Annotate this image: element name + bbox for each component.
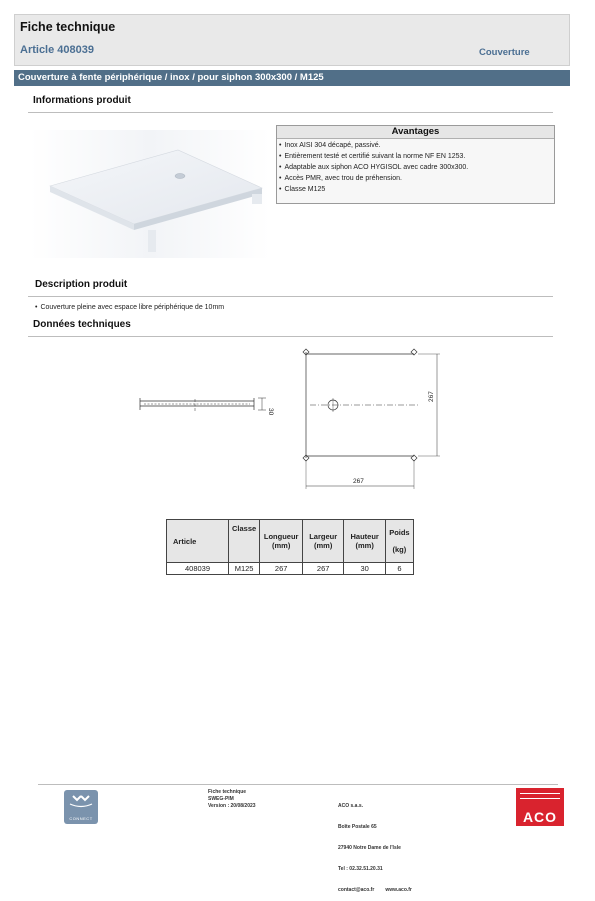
section-divider xyxy=(28,112,553,113)
col-header-longueur xyxy=(260,520,303,563)
footer-company-info xyxy=(338,789,412,901)
footer-line: contact@aco.fr www.aco.fr xyxy=(338,887,412,893)
footer-line: SWEG-PIM xyxy=(208,796,234,802)
list-item: • Entièrement testé et certifié suivant la norme NF EN 1253. xyxy=(279,151,468,162)
top-view xyxy=(303,349,440,489)
badge-text: CONNECT xyxy=(69,816,93,821)
list-item: • Adaptable aux siphon ACO HYGISOL avec cadre 300x300. xyxy=(279,162,468,173)
table-row xyxy=(167,563,414,575)
side-view xyxy=(140,398,266,412)
list-item: • Classe M125 xyxy=(279,184,468,195)
col-header-article: Article xyxy=(167,520,229,563)
dim-depth: 267 xyxy=(428,391,435,402)
aco-logo xyxy=(516,788,564,826)
cell-poids: 6 xyxy=(386,563,413,575)
list-item: • Inox AISI 304 décapé, passivé. xyxy=(279,140,468,151)
section-title-product-info: Informations produit xyxy=(33,95,131,106)
col-header-label: Longueur xyxy=(263,532,299,541)
col-header-largeur xyxy=(303,520,344,563)
spec-table xyxy=(166,519,414,575)
col-header-label: Poids xyxy=(389,528,410,537)
product-image xyxy=(30,130,270,258)
logo-line xyxy=(520,798,560,799)
footer-line: Tel : 02.32.51.20.31 xyxy=(338,866,383,872)
section-divider xyxy=(28,296,553,297)
col-header-unit: (mm) xyxy=(314,541,333,550)
footer-line: Fiche technique xyxy=(208,789,247,795)
footer-divider xyxy=(38,784,558,785)
col-header-unit: (mm) xyxy=(355,541,374,550)
dim-width: 267 xyxy=(353,478,364,485)
cell-article: 408039 xyxy=(167,563,229,575)
cell-longueur: 267 xyxy=(260,563,303,575)
footer-doc-info xyxy=(208,789,256,810)
section-title-description: Description produit xyxy=(35,279,128,290)
advantages-list xyxy=(279,140,468,195)
col-header-poids xyxy=(386,520,413,563)
doc-title: Fiche technique xyxy=(20,20,116,34)
footer-line: 27940 Notre Dame de l'Isle xyxy=(338,845,401,851)
col-header-unit: (kg) xyxy=(392,545,407,554)
logo-line xyxy=(520,793,560,794)
description-list xyxy=(35,304,224,311)
dim-height: 30 xyxy=(267,408,274,416)
section-title-technical: Données techniques xyxy=(33,319,131,330)
wave-icon xyxy=(64,790,98,814)
product-title: Couverture à fente périphérique / inox / pour siphon 300x300 / M125 xyxy=(18,72,324,83)
section-divider xyxy=(28,336,553,337)
col-header-hauteur xyxy=(344,520,386,563)
cell-hauteur: 30 xyxy=(344,563,386,575)
technical-drawing xyxy=(130,340,450,500)
col-header-label: Largeur xyxy=(309,532,338,541)
cell-largeur: 267 xyxy=(303,563,344,575)
col-header-unit: (mm) xyxy=(272,541,291,550)
footer-line: Version : 20/08/2023 xyxy=(208,803,256,809)
footer-line: Boîte Postale 65 xyxy=(338,824,377,830)
article-ref: Article 408039 xyxy=(20,44,94,56)
list-item: • Accès PMR, avec trou de préhension. xyxy=(279,173,468,184)
col-header-classe: Classe xyxy=(229,520,260,563)
cell-classe: M125 xyxy=(229,563,260,575)
list-item: • Couverture pleine avec espace libre périphérique de 10mm xyxy=(35,304,224,311)
col-header-label: Hauteur xyxy=(350,532,379,541)
table-header-row xyxy=(167,520,414,563)
logo-text: ACO xyxy=(522,809,558,825)
footer-line: ACO s.a.s. xyxy=(338,803,364,809)
advantages-title: Avantages xyxy=(391,126,440,137)
connect-badge xyxy=(64,790,98,824)
category-label: Couverture xyxy=(479,47,530,58)
